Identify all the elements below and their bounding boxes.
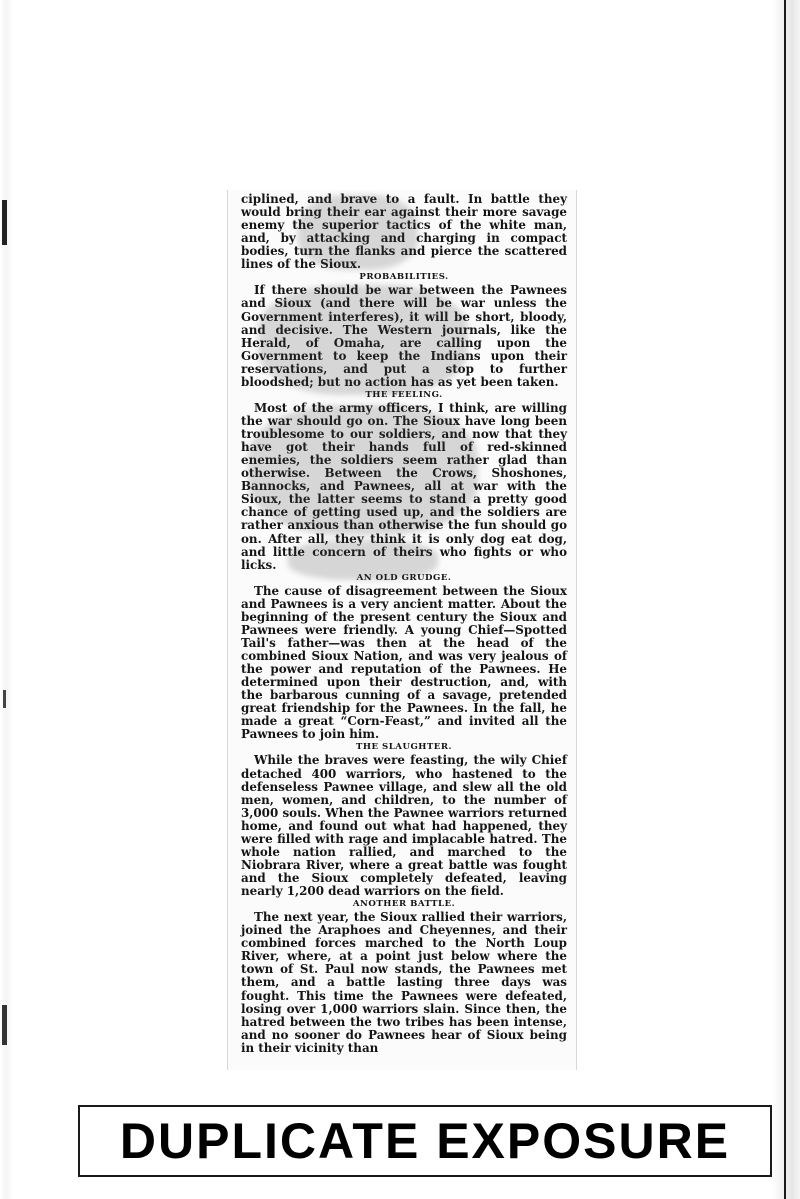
- film-mark: [3, 690, 6, 708]
- article-paragraph: Most of the army officers, I think, are willing the war should go on. The Sioux have long been troublesome to our soldiers, and now that they have got their hands full of red-skinned enemies, the soldiers seem rather glad than otherwise. Between the Crows, Shoshones, Bannocks, and Pawnees, all at war with the Sioux, the latter seems to stand a pretty good chance of getting used up, and the soldiers are rather anxious than otherwise the fun should go on. After all, they think it is only dog eat dog, and little concern of theirs who fights or who licks.: [241, 400, 567, 572]
- section-heading: AN OLD GRUDGE.: [356, 572, 452, 583]
- film-mark: [2, 200, 7, 245]
- banner-text: DUPLICATE EXPOSURE: [119, 1113, 731, 1169]
- ghost-smudge: [258, 285, 468, 395]
- section-heading: THE SLAUGHTER.: [355, 742, 452, 753]
- section-heading: PROBABILITIES.: [359, 272, 449, 283]
- article-paragraph: ciplined, and brave to a fault. In battle they would bring their ear against their more savage enemy the superior tactics of the white man, and, by attacking and charging in compact bodies, turn the flanks and pierce the scattered lines of the Sioux.: [241, 192, 567, 272]
- ghost-smudge: [248, 405, 478, 535]
- ghost-smudge: [298, 195, 418, 270]
- duplicate-exposure-banner: [78, 1105, 772, 1177]
- film-edge-right: [772, 0, 800, 1199]
- section-heading: ANOTHER BATTLE.: [352, 899, 456, 910]
- article-paragraph: The cause of disagreement between the Sioux and Pawnees is a very ancient matter. About the beginning of the present century the Sioux and Pawnees were friendly. A young Chief—Spotted Tail's father—was then at the head of the combined Sioux Nation, and was very jealous of the power and reputation of the Pawnees. He determined upon their destruction, and, with the barbarous cunning of a savage, pretended great friendship for the Pawnees. In the fall, he made a great “Corn-Feast,” and invited all the Pawnees to join him.: [241, 583, 567, 742]
- article-paragraph: The next year, the Sioux rallied their warriors, joined the Araphoes and Cheyennes, and their combined forces marched to the North Loup River, where, at a point just below where the town of St. Paul now stands, the Pawnees met them, and a battle lasting three days was fought. This time the Pawnees were defeated, losing over 1,000 warriors slain. Since then, the hatred between the two tribes has been intense, and no sooner do Pawnees hear of Sioux being in their vicinity than: [241, 910, 567, 1055]
- newspaper-clipping: [227, 190, 577, 1070]
- ghost-smudge: [288, 540, 438, 580]
- article-paragraph: While the braves were feasting, the wily Chief detached 400 warriors, who hastened to the defenseless Pawnee village, and slew all the old men, women, and children, to the number of 3,000 souls. When the Pawnee warriors returned home, and found out what had happened, they were filled with rage and implacable hatred. The whole nation rallied, and marched to the Niobrara River, where a great battle was fought and the Sioux completely defeated, leaving nearly 1,200 dead warriors on the field.: [241, 753, 567, 899]
- film-border-line: [784, 0, 786, 1199]
- section-heading: THE FEELING.: [365, 389, 443, 400]
- article-paragraph: If there should be war between the Pawnees and Sioux (and there will be war unless the Government interferes), it will be short, bloody, and decisive. The Western journals, like the Herald, of Omaha, are calling upon the Government to keep the Indians upon their reservations, and put a stop to further bloodshed; but no action has as yet been taken.: [241, 283, 567, 389]
- film-mark: [2, 1005, 7, 1045]
